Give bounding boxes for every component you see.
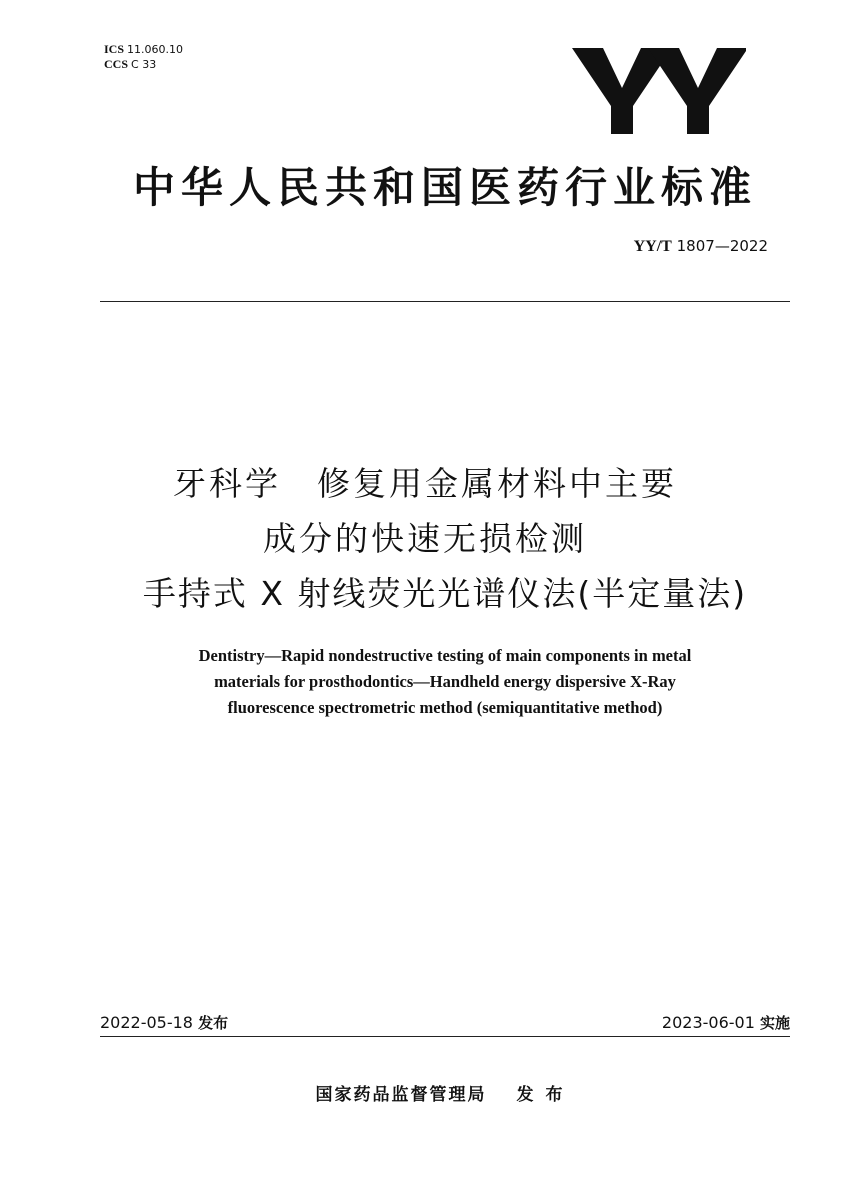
english-title-line-3: fluorescence spectrometric method (semiquantitative method) (227, 698, 663, 717)
top-divider (100, 301, 790, 302)
chinese-title-line-3: 手持式 X 射线荧光光谱仪法(半定量法) (142, 574, 748, 613)
classification-codes (104, 42, 183, 72)
ccs-code: CCS C 33 (104, 57, 157, 71)
publisher-name: 国家药品监督管理局 (315, 1085, 487, 1105)
bottom-divider (100, 1036, 790, 1037)
issue-date: 2022-05-18 发布 (100, 1013, 229, 1032)
english-title-line-2: materials for prosthodontics—Handheld energy dispersive X-Ray (214, 672, 676, 691)
english-title-line-1: Dentistry—Rapid nondestructive testing of main components in metal (198, 646, 692, 665)
publisher (100, 1080, 790, 1105)
implementation-date: 2023-06-01 实施 (661, 1013, 790, 1032)
chinese-title-line-1: 牙科学 修复用金属材料中主要 (173, 464, 677, 503)
standard-number: YY/T 1807—2022 (633, 237, 768, 255)
english-title (100, 643, 790, 721)
yy-standard-logo (566, 28, 746, 146)
publisher-action: 发布 (516, 1085, 575, 1105)
ics-code: ICS 11.060.10 (104, 42, 183, 56)
country-standard-category-title: 中华人民共和国医药行业标准 (132, 163, 757, 212)
chinese-title-line-2: 成分的快速无损检测 (263, 519, 587, 558)
